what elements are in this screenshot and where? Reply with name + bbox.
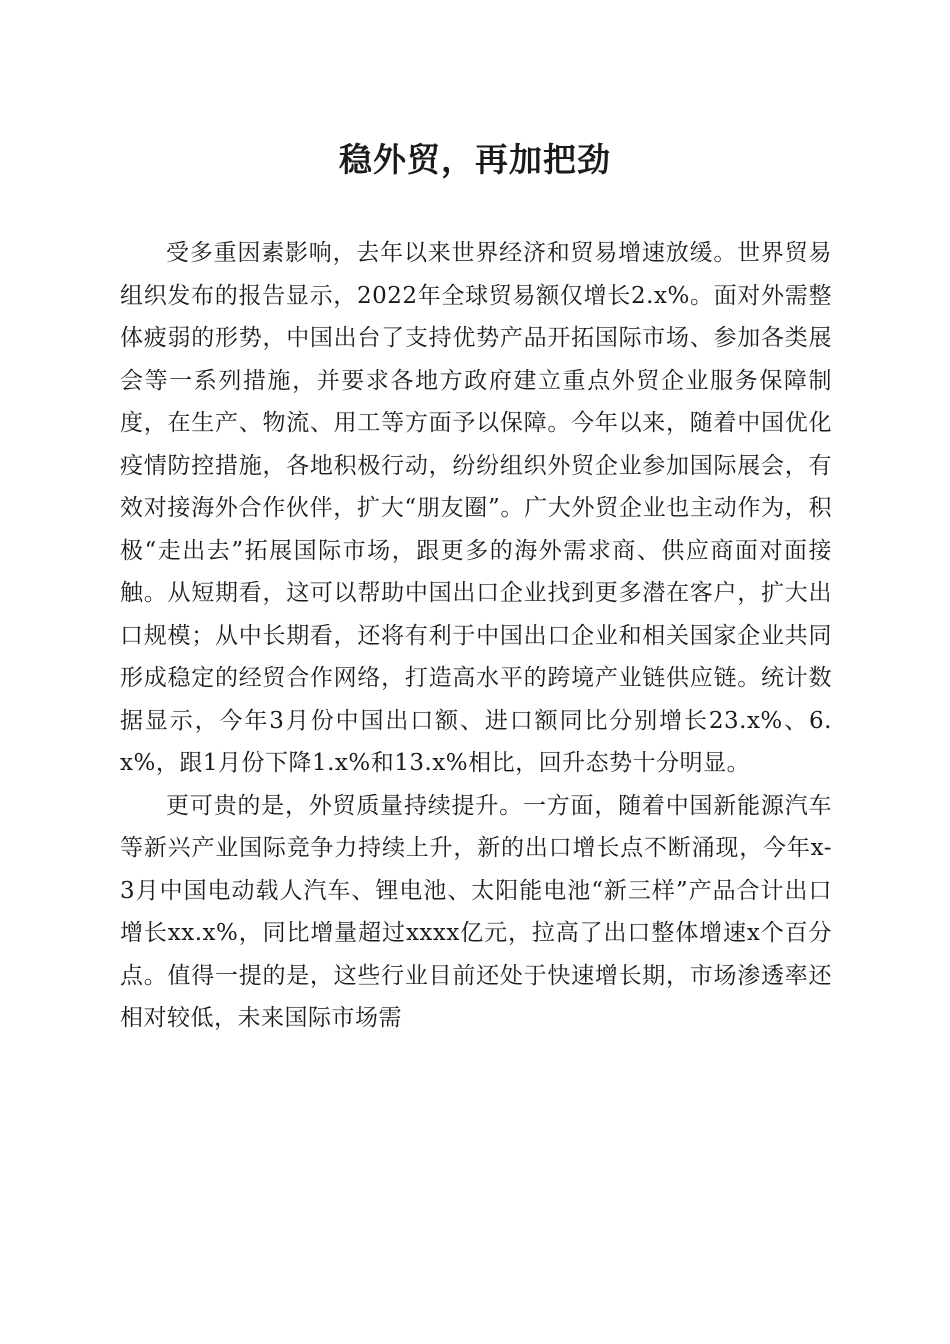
document-body [120,232,832,1040]
paragraph-1: 受多重因素影响，去年以来世界经济和贸易增速放缓。世界贸易组织发布的报告显示，2022年全球贸易额仅增长2.x%。面对外需整体疲弱的形势，中国出台了支持优势产品开拓国际市场、参加各类展会等一系列措施，并要求各地方政府建立重点外贸企业服务保障制度，在生产、物流、用工等方面予以保障。今年以来，随着中国优化疫情防控措施，各地积极行动，纷纷组织外贸企业参加国际展会，有效对接海外合作伙伴，扩大“朋友圈”。广大外贸企业也主动作为，积极“走出去”拓展国际市场，跟更多的海外需求商、供应商面对面接触。从短期看，这可以帮助中国出口企业找到更多潜在客户，扩大出口规模；从中长期看，还将有利于中国出口企业和相关国家企业共同形成稳定的经贸合作网络，打造高水平的跨境产业链供应链。统计数据显示，今年3月份中国出口额、进口额同比分别增长23.x%、6.x%，跟1月份下降1.x%和13.x%相比，回升态势十分明显。 [120,240,832,776]
paragraph-2: 更可贵的是，外贸质量持续提升。一方面，随着中国新能源汽车等新兴产业国际竞争力持续上升，新的出口增长点不断涌现，今年x-3月中国电动载人汽车、锂电池、太阳能电池“新三样”产品合计出口增长xx.x%，同比增量超过xxxx亿元，拉高了出口整体增速x个百分点。值得一提的是，这些行业目前还处于快速增长期，市场渗透率还相对较低，未来国际市场需 [120,792,832,1031]
document-title: 稳外贸，再加把劲 [339,140,611,179]
